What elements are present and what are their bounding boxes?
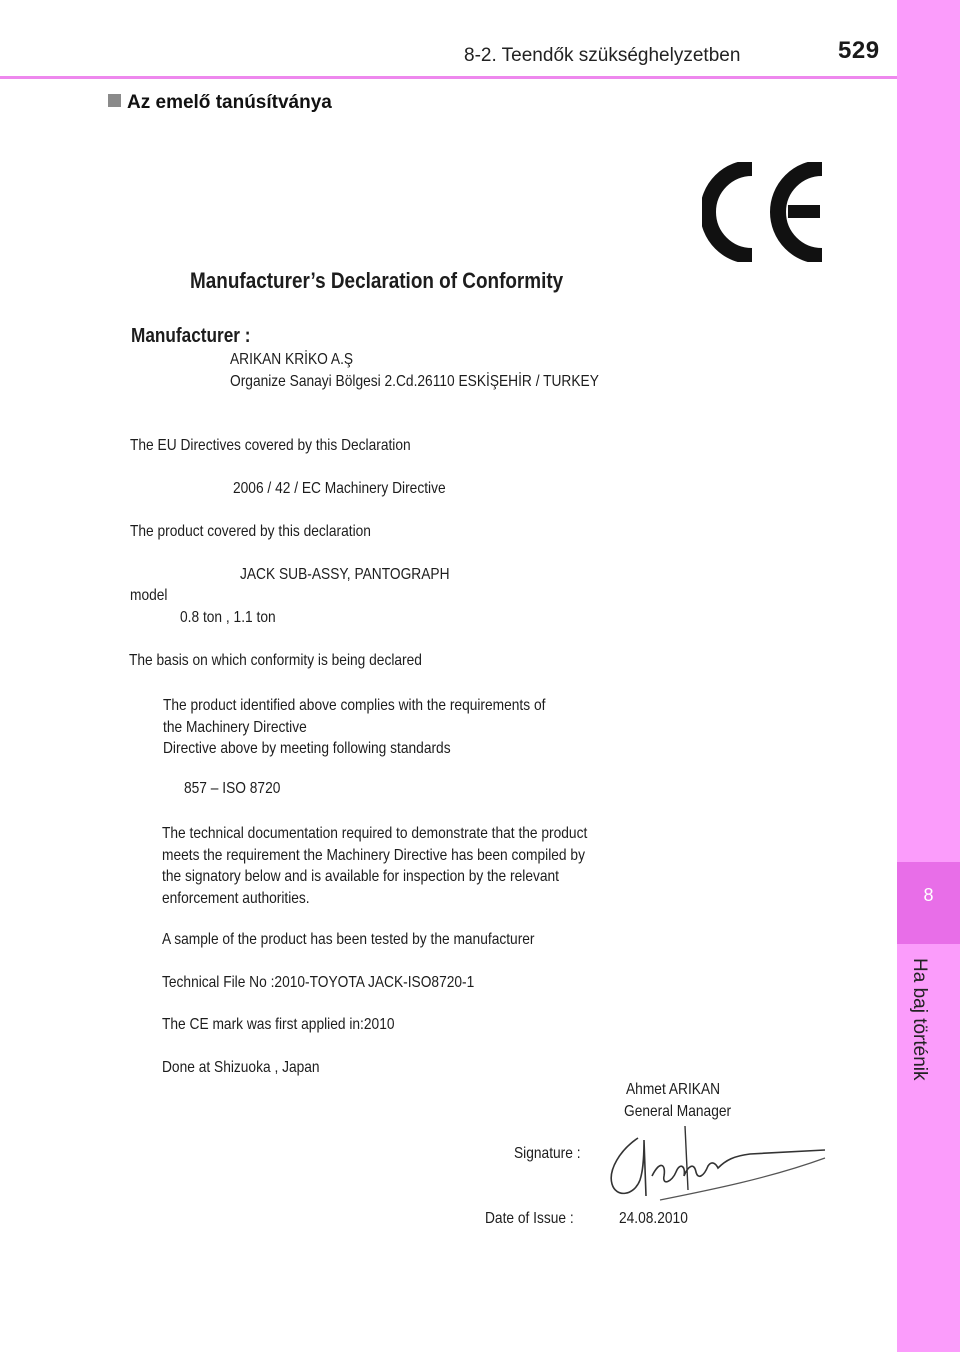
directive-text: 2006 / 42 / EC Machinery Directive bbox=[233, 480, 446, 497]
technical-documentation-text bbox=[162, 823, 587, 909]
chapter-name: Ha baj történik bbox=[909, 958, 930, 1081]
basis-label: The basis on which conformity is being declared bbox=[129, 652, 422, 669]
technical-line: The technical documentation required to demonstrate that the product bbox=[162, 825, 588, 842]
certificate-title: Manufacturer’s Declaration of Conformity bbox=[190, 268, 564, 293]
chapter-number: 8 bbox=[923, 885, 934, 905]
technical-file-text: Technical File No :2010-TOYOTA JACK-ISO8720-1 bbox=[162, 974, 475, 991]
technical-line: enforcement authorities. bbox=[162, 889, 310, 907]
header-divider bbox=[0, 76, 897, 79]
signatory-name: Ahmet ARIKAN bbox=[626, 1081, 721, 1098]
page-heading-text: Az emelő tanúsítványa bbox=[127, 92, 332, 113]
sample-text: A sample of the product has been tested by the manufacturer bbox=[162, 931, 535, 948]
technical-line: meets the requirement the Machinery Directive has been compiled by bbox=[162, 846, 585, 864]
manufacturer-name: ARIKAN KRİKO A.Ş bbox=[230, 351, 354, 368]
signatory-title: General Manager bbox=[624, 1103, 732, 1120]
technical-line: the signatory below and is available for inspection by the relevant bbox=[162, 868, 559, 885]
basis-line: Directive above by meeting following standards bbox=[163, 740, 451, 757]
basis-text bbox=[163, 695, 545, 760]
page-heading bbox=[108, 92, 332, 114]
page-number: 529 bbox=[838, 37, 880, 64]
ce-first-applied-text: The CE mark was first applied in:2010 bbox=[162, 1016, 395, 1033]
manufacturer-label: Manufacturer : bbox=[131, 325, 251, 347]
model-values: 0.8 ton , 1.1 ton bbox=[180, 609, 276, 626]
date-value: 24.08.2010 bbox=[619, 1210, 688, 1227]
signature-label: Signature : bbox=[514, 1145, 581, 1162]
directives-label: The EU Directives covered by this Declaration bbox=[130, 437, 411, 454]
section-title: 8-2. Teendők szükséghelyzetben bbox=[464, 45, 741, 66]
standard-text: 857 – ISO 8720 bbox=[184, 780, 281, 797]
ce-mark-logo bbox=[702, 162, 830, 267]
basis-line: the Machinery Directive bbox=[163, 718, 307, 736]
product-name: JACK SUB-ASSY, PANTOGRAPH bbox=[240, 566, 450, 583]
manufacturer-address: Organize Sanayi Bölgesi 2.Cd.26110 ESKİŞEHİR / TURKEY bbox=[230, 373, 599, 390]
date-label: Date of Issue : bbox=[485, 1210, 574, 1227]
model-label: model bbox=[130, 587, 168, 604]
basis-line: The product identified above complies with the requirements of bbox=[163, 697, 546, 714]
handwritten-signature bbox=[600, 1120, 830, 1215]
square-bullet-icon bbox=[108, 94, 121, 107]
product-label: The product covered by this declaration bbox=[130, 523, 371, 540]
done-at-text: Done at Shizuoka , Japan bbox=[162, 1059, 320, 1076]
